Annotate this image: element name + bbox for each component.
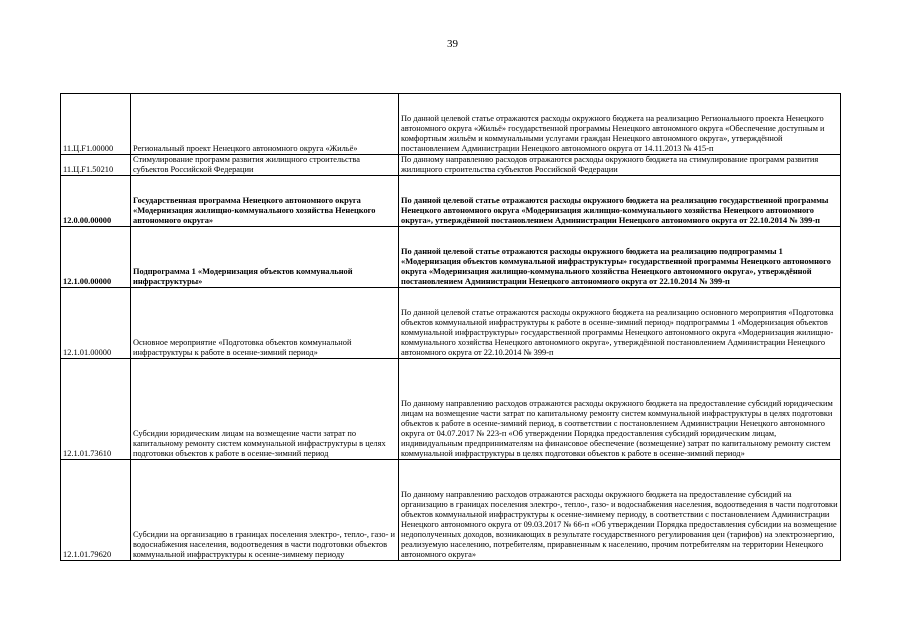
row-description-cell: По данному направлению расходов отражаются расходы окружного бюджета на стимулирование программ развития жилищного строительства субъектов Российской Федерации xyxy=(399,155,841,176)
row-name-cell: Государственная программа Ненецкого автономного округа «Модернизация жилищно-коммунального хозяйства Ненецкого автономного округа» xyxy=(131,176,399,227)
row-description-cell: По данной целевой статье отражаются расходы окружного бюджета на реализацию основного мероприятия «Подготовка объектов коммунальной инфраструктуры к работе в осенне-зимний период» подпрограммы 1 «Модернизация объектов коммунальной инфраструктуры» государственной программы Ненецкого автономного округа «Модернизация жилищно-коммунального хозяйства Ненецкого автономного округа», утверждённой постановлением Администрации Ненецкого автономного округа от 22.10.2014 № 399-п xyxy=(399,288,841,359)
table-row xyxy=(61,227,841,288)
row-code-cell: 12.1.01.00000 xyxy=(61,288,131,359)
table-row xyxy=(61,288,841,359)
table-row xyxy=(61,176,841,227)
row-name-cell: Региональный проект Ненецкого автономного округа «Жильё» xyxy=(131,94,399,155)
table-row xyxy=(61,155,841,176)
row-name-cell: Стимулирование программ развития жилищного строительства субъектов Российской Федерации xyxy=(131,155,399,176)
row-code-cell: 12.1.01.73610 xyxy=(61,359,131,460)
row-code-cell: 12.0.00.00000 xyxy=(61,176,131,227)
table-row xyxy=(61,359,841,460)
row-name-cell: Субсидии на организацию в границах поселения электро-, тепло-, газо- и водоснабжения населения, водоотведения в части подготовки объектов коммунальной инфраструктуры к осенне-зимнему периоду xyxy=(131,460,399,561)
row-code-cell: 11.Ц.F1.00000 xyxy=(61,94,131,155)
page-number: 39 xyxy=(447,38,458,50)
row-code-cell: 11.Ц.F1.50210 xyxy=(61,155,131,176)
row-description-cell: По данной целевой статье отражаются расходы окружного бюджета на реализацию подпрограммы 1 «Модернизация объектов коммунальной инфраструктуры» государственной программы Ненецкого автономного округа «Модернизация жилищно-коммунального хозяйства Ненецкого автономного округа», утверждённой постановлением Администрации Ненецкого автономного округа от 22.10.2014 № 399-п xyxy=(399,227,841,288)
row-name-cell: Субсидии юридическим лицам на возмещение части затрат по капитальному ремонту систем коммунальной инфраструктуры в целях подготовки объектов к работе в осенне-зимний период xyxy=(131,359,399,460)
row-description-cell: По данному направлению расходов отражаются расходы окружного бюджета на предоставление субсидий юридическим лицам на возмещение части затрат по капитальному ремонту систем коммунальной инфраструктуры в целях подготовки объектов к работе в осенне-зимний период, в соответствии с постановлением Администрации Ненецкого автономного округа от 04.07.2017 № 223-п «Об утверждении Порядка предоставления субсидий юридическим лицам, индивидуальным предпринимателям на финансовое обеспечение (возмещение) затрат по капитальному ремонту систем коммунальной инфраструктуры в целях подготовки объектов к работе в осенне-зимний период» xyxy=(399,359,841,460)
row-description-cell: По данному направлению расходов отражаются расходы окружного бюджета на предоставление субсидий на организацию в границах поселения электро-, тепло-, газо- и водоснабжения населения, водоотведения в части подготовки объектов коммунальной инфраструктуры к осенне-зимнему периоду, в соответствии с постановлением Администрации Ненецкого автономного округа от 09.03.2017 № 66-п «Об утверждении Порядка предоставления субсидии на возмещение недополученных доходов, возникающих в результате государственного регулирования цен (тарифов) на электроэнергию, реализуемую населению, потребителям, приравненным к населению, прочим потребителям на территории Ненецкого автономного округа» xyxy=(399,460,841,561)
row-code-cell: 12.1.00.00000 xyxy=(61,227,131,288)
table-row xyxy=(61,94,841,155)
table-row xyxy=(61,460,841,561)
row-description-cell: По данной целевой статье отражаются расходы окружного бюджета на реализацию государственной программы Ненецкого автономного округа «Модернизация жилищно-коммунального хозяйства Ненецкого автономного округа», утверждённой постановлением Администрации Ненецкого автономного округа от 22.10.2014 № 399-п xyxy=(399,176,841,227)
row-code-cell: 12.1.01.79620 xyxy=(61,460,131,561)
row-name-cell: Подпрограмма 1 «Модернизация объектов коммунальной инфраструктуры» xyxy=(131,227,399,288)
row-description-cell: По данной целевой статье отражаются расходы окружного бюджета на реализацию Регионального проекта Ненецкого автономного округа «Жильё» государственной программы Ненецкого автономного округа «Обеспечение доступным и комфортным жильём и коммунальными услугами граждан Ненецкого автономного округа», утверждённой постановлением Администрации Ненецкого автономного округа от 14.11.2013 № 415-п xyxy=(399,94,841,155)
budget-classification-table xyxy=(60,93,841,561)
row-name-cell: Основное мероприятие «Подготовка объектов коммунальной инфраструктуры к работе в осенне-зимний период» xyxy=(131,288,399,359)
